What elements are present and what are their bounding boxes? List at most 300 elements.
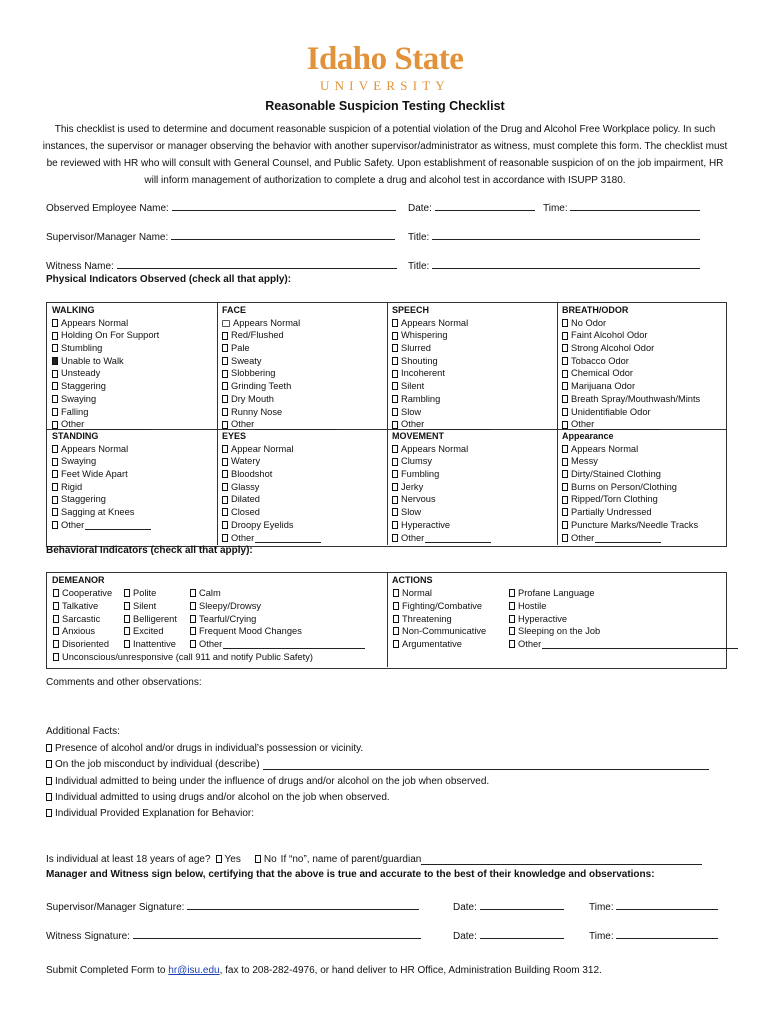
date-label: Date: xyxy=(408,203,432,214)
checkbox[interactable] xyxy=(53,627,59,635)
checkbox[interactable] xyxy=(392,332,398,340)
checkbox-label: Pale xyxy=(231,343,250,354)
indicator-group-title: Appearance xyxy=(562,431,614,441)
checkbox-item[interactable] xyxy=(392,317,491,330)
column-divider xyxy=(557,302,558,545)
demeanor-item[interactable] xyxy=(190,612,256,625)
checkbox[interactable] xyxy=(392,319,398,327)
checkbox[interactable] xyxy=(190,602,196,610)
column-divider xyxy=(387,572,388,667)
checkbox-item[interactable] xyxy=(562,342,700,355)
checkbox-item[interactable] xyxy=(392,493,491,506)
checkbox-item[interactable] xyxy=(392,380,491,393)
demeanor-item[interactable] xyxy=(53,587,112,600)
additional-fact-item[interactable] xyxy=(46,757,709,771)
additional-facts-title: Additional Facts: xyxy=(46,726,120,737)
other-input[interactable] xyxy=(425,533,491,543)
other-input[interactable] xyxy=(595,533,661,543)
supervisor-date-row xyxy=(453,899,564,913)
demeanor-item[interactable] xyxy=(124,600,156,613)
checkbox[interactable] xyxy=(222,395,228,403)
checkbox[interactable] xyxy=(393,640,399,648)
supervisor-signature-label: Supervisor/Manager Signature: xyxy=(46,902,185,913)
demeanor-item[interactable] xyxy=(53,651,313,664)
demeanor-item[interactable] xyxy=(53,638,109,651)
action-item[interactable] xyxy=(393,587,432,600)
demeanor-item[interactable] xyxy=(190,600,261,613)
checkbox-item[interactable] xyxy=(392,506,491,519)
supervisor-name-input[interactable] xyxy=(171,229,395,240)
checkbox[interactable] xyxy=(222,470,228,478)
age-question-row xyxy=(46,852,702,866)
checkbox[interactable] xyxy=(222,408,228,416)
checkbox-label: No Odor xyxy=(571,317,607,328)
checkbox-item[interactable] xyxy=(222,443,321,456)
checkbox[interactable] xyxy=(509,627,515,635)
checkbox[interactable] xyxy=(52,521,58,529)
witness-signature-label: Witness Signature: xyxy=(46,931,130,942)
other-input[interactable] xyxy=(85,520,151,530)
intro-paragraph: This checklist is used to determine and document reasonable suspicion of a potential violation of the Drug and Alcohol Free Workplace policy. In such instances, the supervisor or manager observing the behavior with another supervisor/administrator as witness, must complete this form. The checklist must be reviewed with HR who will consult with General Counsel, and Public Safety. Upon establishment of reasonable suspicion of on the job impairment, HR will inform management of authorization to complete a drug and alcohol test in accordance with ISUPP 3180. xyxy=(42,124,728,186)
checkbox-label: Hostile xyxy=(518,601,547,612)
witness-time-row xyxy=(589,928,718,942)
checkbox-item[interactable] xyxy=(392,355,491,368)
checkbox[interactable] xyxy=(222,344,228,352)
checkbox[interactable] xyxy=(509,602,515,610)
checkbox-label: Marijuana Odor xyxy=(571,381,636,392)
checkbox[interactable] xyxy=(222,421,228,429)
checkbox-item[interactable] xyxy=(52,380,159,393)
witness-signature-input[interactable] xyxy=(133,928,421,939)
checkbox[interactable] xyxy=(392,357,398,365)
checkbox[interactable] xyxy=(392,483,398,491)
checkbox-item[interactable] xyxy=(392,481,491,494)
witness-name-row xyxy=(46,258,397,272)
observed-employee-input[interactable] xyxy=(172,200,396,211)
checkbox-item[interactable] xyxy=(222,406,337,419)
action-item[interactable] xyxy=(509,600,546,613)
checkbox[interactable] xyxy=(52,370,58,378)
supervisor-date-label: Date: xyxy=(453,902,477,913)
checkbox[interactable] xyxy=(562,357,568,365)
checkbox-label: Sarcastic xyxy=(62,613,101,624)
checkbox-label: Other xyxy=(231,419,255,430)
age-no-checkbox[interactable] xyxy=(255,855,261,863)
action-item[interactable] xyxy=(509,612,567,625)
checkbox-label: Swaying xyxy=(61,393,97,404)
checkbox-label: Calm xyxy=(199,588,221,599)
checkbox-item[interactable] xyxy=(222,367,337,380)
checkbox[interactable] xyxy=(562,382,568,390)
indicator-group-breath-odor xyxy=(562,304,700,431)
supervisor-date-input[interactable] xyxy=(480,899,564,910)
indicator-group-appearance xyxy=(562,430,698,544)
checkbox-item[interactable] xyxy=(52,329,159,342)
guardian-label: If “no”, name of parent/guardian xyxy=(280,853,422,865)
checkbox[interactable] xyxy=(53,615,59,623)
checkbox[interactable] xyxy=(562,521,568,529)
checkbox-item[interactable] xyxy=(562,506,698,519)
checkbox-label: Other xyxy=(199,639,223,650)
witness-title-row xyxy=(408,258,700,272)
checkbox[interactable] xyxy=(509,615,515,623)
age-question: Is individual at least 18 years of age? xyxy=(46,853,211,865)
demeanor-item[interactable] xyxy=(53,600,98,613)
checkbox-label: Incoherent xyxy=(401,368,445,379)
checkbox[interactable] xyxy=(190,640,196,648)
checkbox-item[interactable] xyxy=(52,443,151,456)
checkbox[interactable] xyxy=(562,332,568,340)
checkbox-label: Ripped/Torn Clothing xyxy=(571,494,658,505)
checkbox-item[interactable] xyxy=(562,532,698,545)
age-yes-checkbox[interactable] xyxy=(216,855,222,863)
checkbox[interactable] xyxy=(392,408,398,416)
additional-fact-item[interactable] xyxy=(46,774,489,788)
checkbox[interactable] xyxy=(392,496,398,504)
checkbox[interactable] xyxy=(46,809,52,817)
checkbox[interactable] xyxy=(46,793,52,801)
demeanor-item[interactable] xyxy=(190,587,221,600)
demeanor-item[interactable] xyxy=(53,625,95,638)
checkbox-item[interactable] xyxy=(52,317,159,330)
checkbox[interactable] xyxy=(222,357,228,365)
action-item[interactable] xyxy=(393,638,462,651)
supervisor-title-input[interactable] xyxy=(432,229,700,240)
checkbox[interactable] xyxy=(393,627,399,635)
checkbox-label: Other xyxy=(401,419,425,430)
supervisor-signature-input[interactable] xyxy=(187,899,419,910)
checkbox[interactable] xyxy=(190,589,196,597)
checkbox-item[interactable] xyxy=(392,393,491,406)
checkbox[interactable] xyxy=(562,470,568,478)
checkbox[interactable] xyxy=(52,483,58,491)
checkbox[interactable] xyxy=(222,521,228,529)
checkbox[interactable] xyxy=(52,445,58,453)
checkbox[interactable] xyxy=(562,370,568,378)
additional-fact-item[interactable] xyxy=(46,806,254,820)
checkbox-item[interactable] xyxy=(222,455,321,468)
checkbox-item[interactable] xyxy=(222,468,321,481)
checkbox[interactable] xyxy=(562,319,568,327)
checkbox-item[interactable] xyxy=(562,393,700,406)
checkbox[interactable] xyxy=(222,458,228,466)
checkbox-label: Staggering xyxy=(61,381,106,392)
checkbox[interactable] xyxy=(52,408,58,416)
checkbox-item[interactable] xyxy=(52,367,159,380)
other-input[interactable] xyxy=(255,420,337,430)
other-input[interactable] xyxy=(595,420,661,430)
demeanor-item[interactable] xyxy=(124,638,176,651)
indicator-group-walking xyxy=(52,304,159,431)
checkbox[interactable] xyxy=(190,627,196,635)
checkbox[interactable] xyxy=(222,382,228,390)
checkbox[interactable] xyxy=(562,445,568,453)
checkbox[interactable] xyxy=(190,615,196,623)
witness-date-label: Date: xyxy=(453,931,477,942)
supervisor-time-label: Time: xyxy=(589,902,614,913)
demeanor-item[interactable] xyxy=(53,612,100,625)
demeanor-item[interactable] xyxy=(190,638,365,651)
additional-fact-item[interactable] xyxy=(46,741,363,755)
time-input[interactable] xyxy=(570,200,700,211)
checkbox-item[interactable] xyxy=(562,493,698,506)
checkbox-item[interactable] xyxy=(562,481,698,494)
guardian-input[interactable] xyxy=(421,854,702,865)
checkbox-label: Anxious xyxy=(62,626,96,637)
supervisor-time-input[interactable] xyxy=(616,899,718,910)
submit-prefix: Submit Completed Form to xyxy=(46,965,166,976)
checkbox[interactable] xyxy=(52,395,58,403)
checkbox-label: Sweaty xyxy=(231,355,262,366)
checkbox[interactable] xyxy=(222,320,230,327)
checkbox[interactable] xyxy=(392,370,398,378)
witness-title-input[interactable] xyxy=(432,258,700,269)
checkbox-label: Dry Mouth xyxy=(231,393,274,404)
checkbox-label: Runny Nose xyxy=(231,406,283,417)
checkbox[interactable] xyxy=(52,382,58,390)
checkbox[interactable] xyxy=(52,496,58,504)
indicator-group-movement xyxy=(392,430,491,544)
checkbox[interactable] xyxy=(393,615,399,623)
checkbox[interactable] xyxy=(222,496,228,504)
time-row xyxy=(543,200,700,214)
checkbox[interactable] xyxy=(562,508,568,516)
checkbox[interactable] xyxy=(52,458,58,466)
checkbox[interactable] xyxy=(222,370,228,378)
checkbox[interactable] xyxy=(52,344,58,352)
submit-suffix: , fax to 208-282-4976, or hand deliver to HR Office, Administration Building Room 312. xyxy=(219,965,602,976)
witness-time-input[interactable] xyxy=(616,928,718,939)
checkbox[interactable] xyxy=(392,395,398,403)
checkbox-item[interactable] xyxy=(392,532,491,545)
indicator-group-title: MOVEMENT xyxy=(392,431,445,441)
indicator-group-title: SPEECH xyxy=(392,305,430,315)
checkbox-item[interactable] xyxy=(52,393,159,406)
checkbox-item[interactable] xyxy=(562,406,700,419)
checkbox-label: Other xyxy=(61,519,85,530)
checkbox-item[interactable] xyxy=(52,493,151,506)
checkbox-item[interactable] xyxy=(562,329,700,342)
checkbox-item[interactable] xyxy=(52,481,151,494)
checkbox-item[interactable] xyxy=(562,519,698,532)
checkbox[interactable] xyxy=(222,508,228,516)
checkbox-item[interactable] xyxy=(392,329,491,342)
checkbox[interactable] xyxy=(124,589,130,597)
checkbox[interactable] xyxy=(393,589,399,597)
action-item[interactable] xyxy=(393,600,482,613)
checkbox-item[interactable] xyxy=(222,329,337,342)
checkbox[interactable] xyxy=(124,615,130,623)
observed-employee-row xyxy=(46,200,396,214)
actions-title: ACTIONS xyxy=(392,575,433,585)
checkbox[interactable] xyxy=(562,344,568,352)
checkbox[interactable] xyxy=(392,470,398,478)
other-input[interactable] xyxy=(425,420,491,430)
action-item[interactable] xyxy=(509,625,600,638)
checkbox-label: Argumentative xyxy=(402,639,462,650)
checkbox-item[interactable] xyxy=(562,367,700,380)
checkbox-label: Partially Undressed xyxy=(571,507,652,518)
checkbox[interactable] xyxy=(562,458,568,466)
checkbox[interactable] xyxy=(124,602,130,610)
demeanor-item[interactable] xyxy=(124,625,164,638)
checkbox-item[interactable] xyxy=(222,481,321,494)
other-input[interactable] xyxy=(85,420,151,430)
checkbox-label: Tobacco Odor xyxy=(571,355,629,366)
checkbox[interactable] xyxy=(392,534,398,542)
hr-email-link[interactable]: hr@isu.edu xyxy=(168,965,220,976)
checkbox-label: Holding On For Support xyxy=(61,330,160,341)
observed-employee-label: Observed Employee Name: xyxy=(46,203,169,214)
action-item[interactable] xyxy=(393,612,452,625)
other-input[interactable] xyxy=(223,639,365,649)
checkbox-item[interactable] xyxy=(562,443,698,456)
other-input[interactable] xyxy=(542,639,738,649)
checkbox[interactable] xyxy=(53,589,59,597)
checkbox[interactable] xyxy=(124,640,130,648)
checkbox-label: Appears Normal xyxy=(61,443,129,454)
checkbox[interactable] xyxy=(52,470,58,478)
checkbox-label: Clumsy xyxy=(401,456,432,467)
indicator-group-title: WALKING xyxy=(52,305,95,315)
action-item[interactable] xyxy=(509,638,738,651)
checkbox[interactable] xyxy=(392,421,398,429)
checkbox[interactable] xyxy=(562,483,568,491)
checkbox[interactable] xyxy=(392,458,398,466)
checkbox[interactable] xyxy=(124,627,130,635)
checkbox-label: Fighting/Combative xyxy=(402,601,483,612)
checkbox[interactable] xyxy=(53,602,59,610)
checkbox-label: Faint Alcohol Odor xyxy=(571,330,648,341)
checkbox-item[interactable] xyxy=(222,393,337,406)
checkbox-label: Sagging at Knees xyxy=(61,507,135,518)
checkbox[interactable] xyxy=(393,602,399,610)
witness-name-input[interactable] xyxy=(117,258,397,269)
checkbox[interactable] xyxy=(52,421,58,429)
checkbox-item[interactable] xyxy=(52,418,159,431)
checkbox-item[interactable] xyxy=(392,342,491,355)
checkbox[interactable] xyxy=(52,332,58,340)
checkbox-item[interactable] xyxy=(562,380,700,393)
action-item[interactable] xyxy=(393,625,486,638)
checkbox-item[interactable] xyxy=(562,317,700,330)
checkbox-item[interactable] xyxy=(52,355,159,368)
checkbox-item[interactable] xyxy=(222,380,337,393)
checkbox-item[interactable] xyxy=(392,367,491,380)
checkbox[interactable] xyxy=(52,319,58,327)
checkbox-item[interactable] xyxy=(222,506,321,519)
checkbox[interactable] xyxy=(392,344,398,352)
checkbox-item[interactable] xyxy=(392,418,491,431)
checkbox[interactable] xyxy=(562,496,568,504)
indicator-group-title: BREATH/ODOR xyxy=(562,305,629,315)
checkbox-label: Other xyxy=(231,532,255,543)
checkbox-label: Individual admitted to using drugs and/or alcohol on the job when observed. xyxy=(55,791,390,803)
checkbox-item[interactable] xyxy=(52,519,151,532)
checkbox[interactable] xyxy=(509,640,515,648)
checkbox-item[interactable] xyxy=(52,406,159,419)
checkbox-item[interactable] xyxy=(562,455,698,468)
checkbox-label: Appears Normal xyxy=(571,443,639,454)
checkbox-item[interactable] xyxy=(562,468,698,481)
checkbox-item[interactable] xyxy=(562,355,700,368)
checkbox-item[interactable] xyxy=(562,418,700,431)
checkbox-item[interactable] xyxy=(222,519,321,532)
supervisor-title-row xyxy=(408,229,700,243)
checkbox-item[interactable] xyxy=(52,468,151,481)
checkbox-label: Red/Flushed xyxy=(231,330,284,341)
checkbox-item[interactable] xyxy=(392,443,491,456)
demeanor-item[interactable] xyxy=(124,587,156,600)
checkbox-label: Frequent Mood Changes xyxy=(199,626,302,637)
checkbox-label: Other xyxy=(61,419,85,430)
checkbox-item[interactable] xyxy=(392,519,491,532)
checkbox[interactable] xyxy=(53,640,59,648)
other-input[interactable] xyxy=(255,533,321,543)
checkbox-item[interactable] xyxy=(392,406,491,419)
checkbox-item[interactable] xyxy=(52,342,159,355)
checkbox[interactable] xyxy=(392,508,398,516)
misconduct-description-input[interactable] xyxy=(263,759,709,770)
checkbox-label: Hyperactive xyxy=(401,519,451,530)
checkbox[interactable] xyxy=(222,445,228,453)
demeanor-item[interactable] xyxy=(190,625,302,638)
checkbox-item[interactable] xyxy=(222,342,337,355)
checkbox[interactable] xyxy=(392,521,398,529)
checkbox-label: Presence of alcohol and/or drugs in individual’s possession or vicinity. xyxy=(55,742,364,754)
demeanor-item[interactable] xyxy=(124,612,177,625)
checkbox-item[interactable] xyxy=(222,317,337,330)
checkbox-item[interactable] xyxy=(222,418,337,431)
checkbox[interactable] xyxy=(46,777,52,785)
checkbox[interactable] xyxy=(222,483,228,491)
checkbox-item[interactable] xyxy=(222,532,321,545)
checkbox[interactable] xyxy=(562,408,568,416)
checkbox-label: Silent xyxy=(401,381,425,392)
checkbox[interactable] xyxy=(52,357,58,365)
action-item[interactable] xyxy=(509,587,595,600)
checkbox[interactable] xyxy=(46,744,52,752)
checkbox[interactable] xyxy=(392,445,398,453)
checkbox-label: Shouting xyxy=(401,355,438,366)
checkbox-label: Other xyxy=(571,532,595,543)
checkbox-label: Feet Wide Apart xyxy=(61,469,128,480)
checkbox[interactable] xyxy=(46,760,52,768)
checkbox-label: Excited xyxy=(133,626,164,637)
checkbox-item[interactable] xyxy=(392,468,491,481)
witness-date-input[interactable] xyxy=(480,928,564,939)
checkbox[interactable] xyxy=(53,653,59,661)
additional-fact-item[interactable] xyxy=(46,790,390,804)
checkbox-item[interactable] xyxy=(222,355,337,368)
time-label: Time: xyxy=(543,203,568,214)
checkbox[interactable] xyxy=(222,534,228,542)
checkbox[interactable] xyxy=(392,382,398,390)
checkbox[interactable] xyxy=(509,589,515,597)
checkbox[interactable] xyxy=(52,508,58,516)
date-input[interactable] xyxy=(435,200,535,211)
checkbox-item[interactable] xyxy=(52,506,151,519)
checkbox[interactable] xyxy=(562,534,568,542)
checkbox-item[interactable] xyxy=(222,493,321,506)
checkbox-item[interactable] xyxy=(392,455,491,468)
checkbox[interactable] xyxy=(562,395,568,403)
checkbox[interactable] xyxy=(222,332,228,340)
checkbox-label: Grinding Teeth xyxy=(231,381,292,392)
checkbox[interactable] xyxy=(562,421,568,429)
checkbox-item[interactable] xyxy=(52,455,151,468)
indicator-group-title: EYES xyxy=(222,431,247,441)
